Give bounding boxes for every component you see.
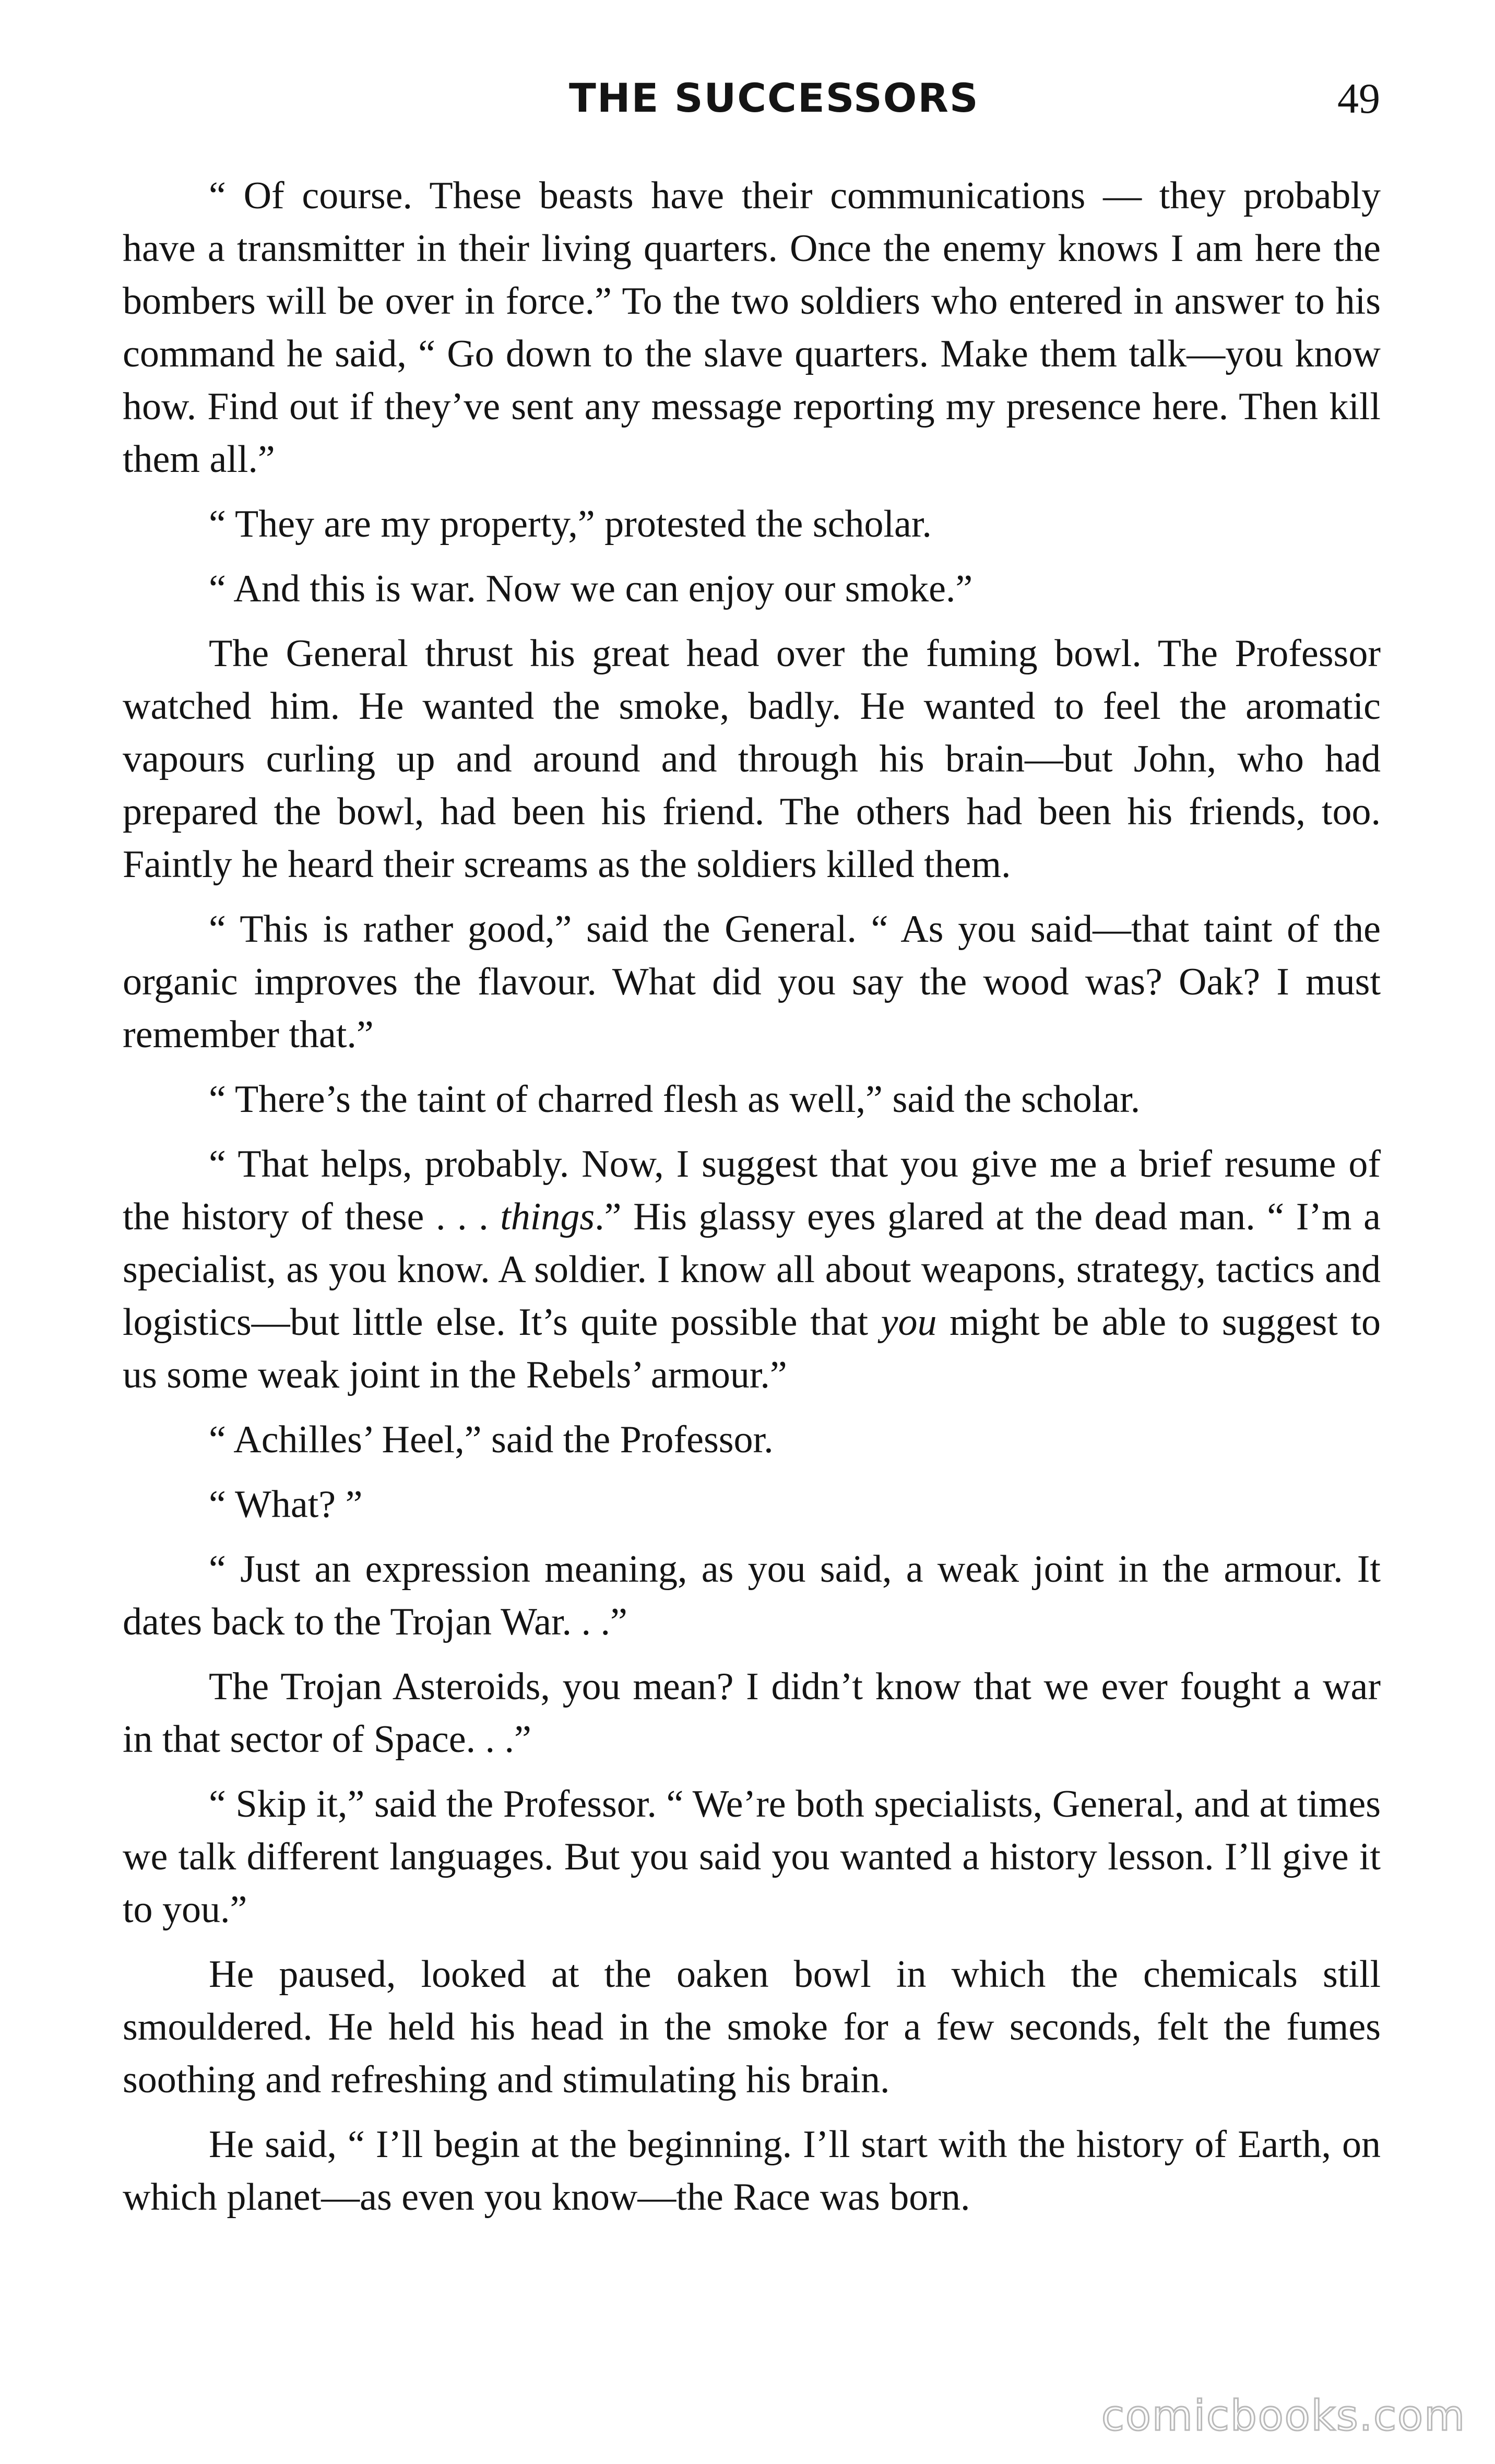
paragraph-text: .” His glassy eyes glared at the dead man. “ I’m a specialist, as you know. A soldier. I know all about weapons, strategy, tactics and logistics—but little else. It’s quite possible that: [123, 1195, 1381, 1344]
paragraph: “ They are my property,” protested the scholar.: [209, 503, 932, 546]
paragraph: “ This is rather good,” said the General. “ As you said—that taint of the organic improves the flavour. What did you say the wood was? Oak? I must remember that.”: [123, 908, 1381, 1056]
paragraph: He said, “ I’ll begin at the beginning. I’ll start with the history of Earth, on which planet—as even you know—the Race was born.: [123, 2123, 1381, 2219]
paragraph-text: “ That helps, probably. Now, I suggest that you give me a brief resume of the history of these . . .: [123, 1143, 1381, 1238]
paragraph: The Trojan Asteroids, you mean? I didn’t know that we ever fought a war in that sector of Space. . .”: [123, 1665, 1381, 1761]
italic-word: things: [500, 1195, 595, 1238]
watermark: comicbooks.com: [1101, 2391, 1466, 2440]
paragraph: “ Skip it,” said the Professor. “ We’re both specialists, General, and at times we talk different languages. But you said you wanted a history lesson. I’ll give it to you.”: [123, 1783, 1381, 1931]
paragraph: “ What? ”: [209, 1483, 363, 1526]
paragraph: “ Of course. These beasts have their communications — they probably have a transmitter in their living quarters. Once the enemy knows I am here the bombers will be over in force.” To the two soldiers who entered in answer to his command he said, “ Go down to the slave quarters. Make them talk—you know how. Find out if they’ve sent any message reporting my presence here. Then kill them all.”: [123, 174, 1381, 481]
paragraph: The General thrust his great head over the fuming bowl. The Professor watched him. He wanted the smoke, badly. He wanted to feel the aromatic vapours curling up and around and through his brain—but John, who had prepared the bowl, had been his friend. The others had been his friends, too. Faintly he heard their screams as the soldiers killed them.: [123, 632, 1381, 886]
paragraph: He paused, looked at the oaken bowl in which the chemicals still smouldered. He held his head in the smoke for a few seconds, felt the fumes soothing and refreshing and stimulating his brain.: [123, 1953, 1381, 2101]
page-number: 49: [1337, 75, 1380, 122]
paragraph: “ And this is war. Now we can enjoy our smoke.”: [209, 567, 973, 610]
running-title: THE SUCCESSORS: [569, 75, 979, 121]
body-text: [123, 170, 1381, 2236]
paragraph: “ Just an expression meaning, as you said, a weak joint in the armour. It dates back to the Trojan War. . .”: [123, 1548, 1381, 1643]
italic-word: you: [881, 1301, 937, 1344]
paragraph: “ Achilles’ Heel,” said the Professor.: [209, 1418, 774, 1461]
paragraph-text: might be able to suggest to us some weak joint in the Rebels’ armour.”: [123, 1301, 1381, 1396]
paragraph: “ There’s the taint of charred flesh as well,” said the scholar.: [209, 1078, 1141, 1121]
paragraph: [123, 1138, 1381, 1402]
